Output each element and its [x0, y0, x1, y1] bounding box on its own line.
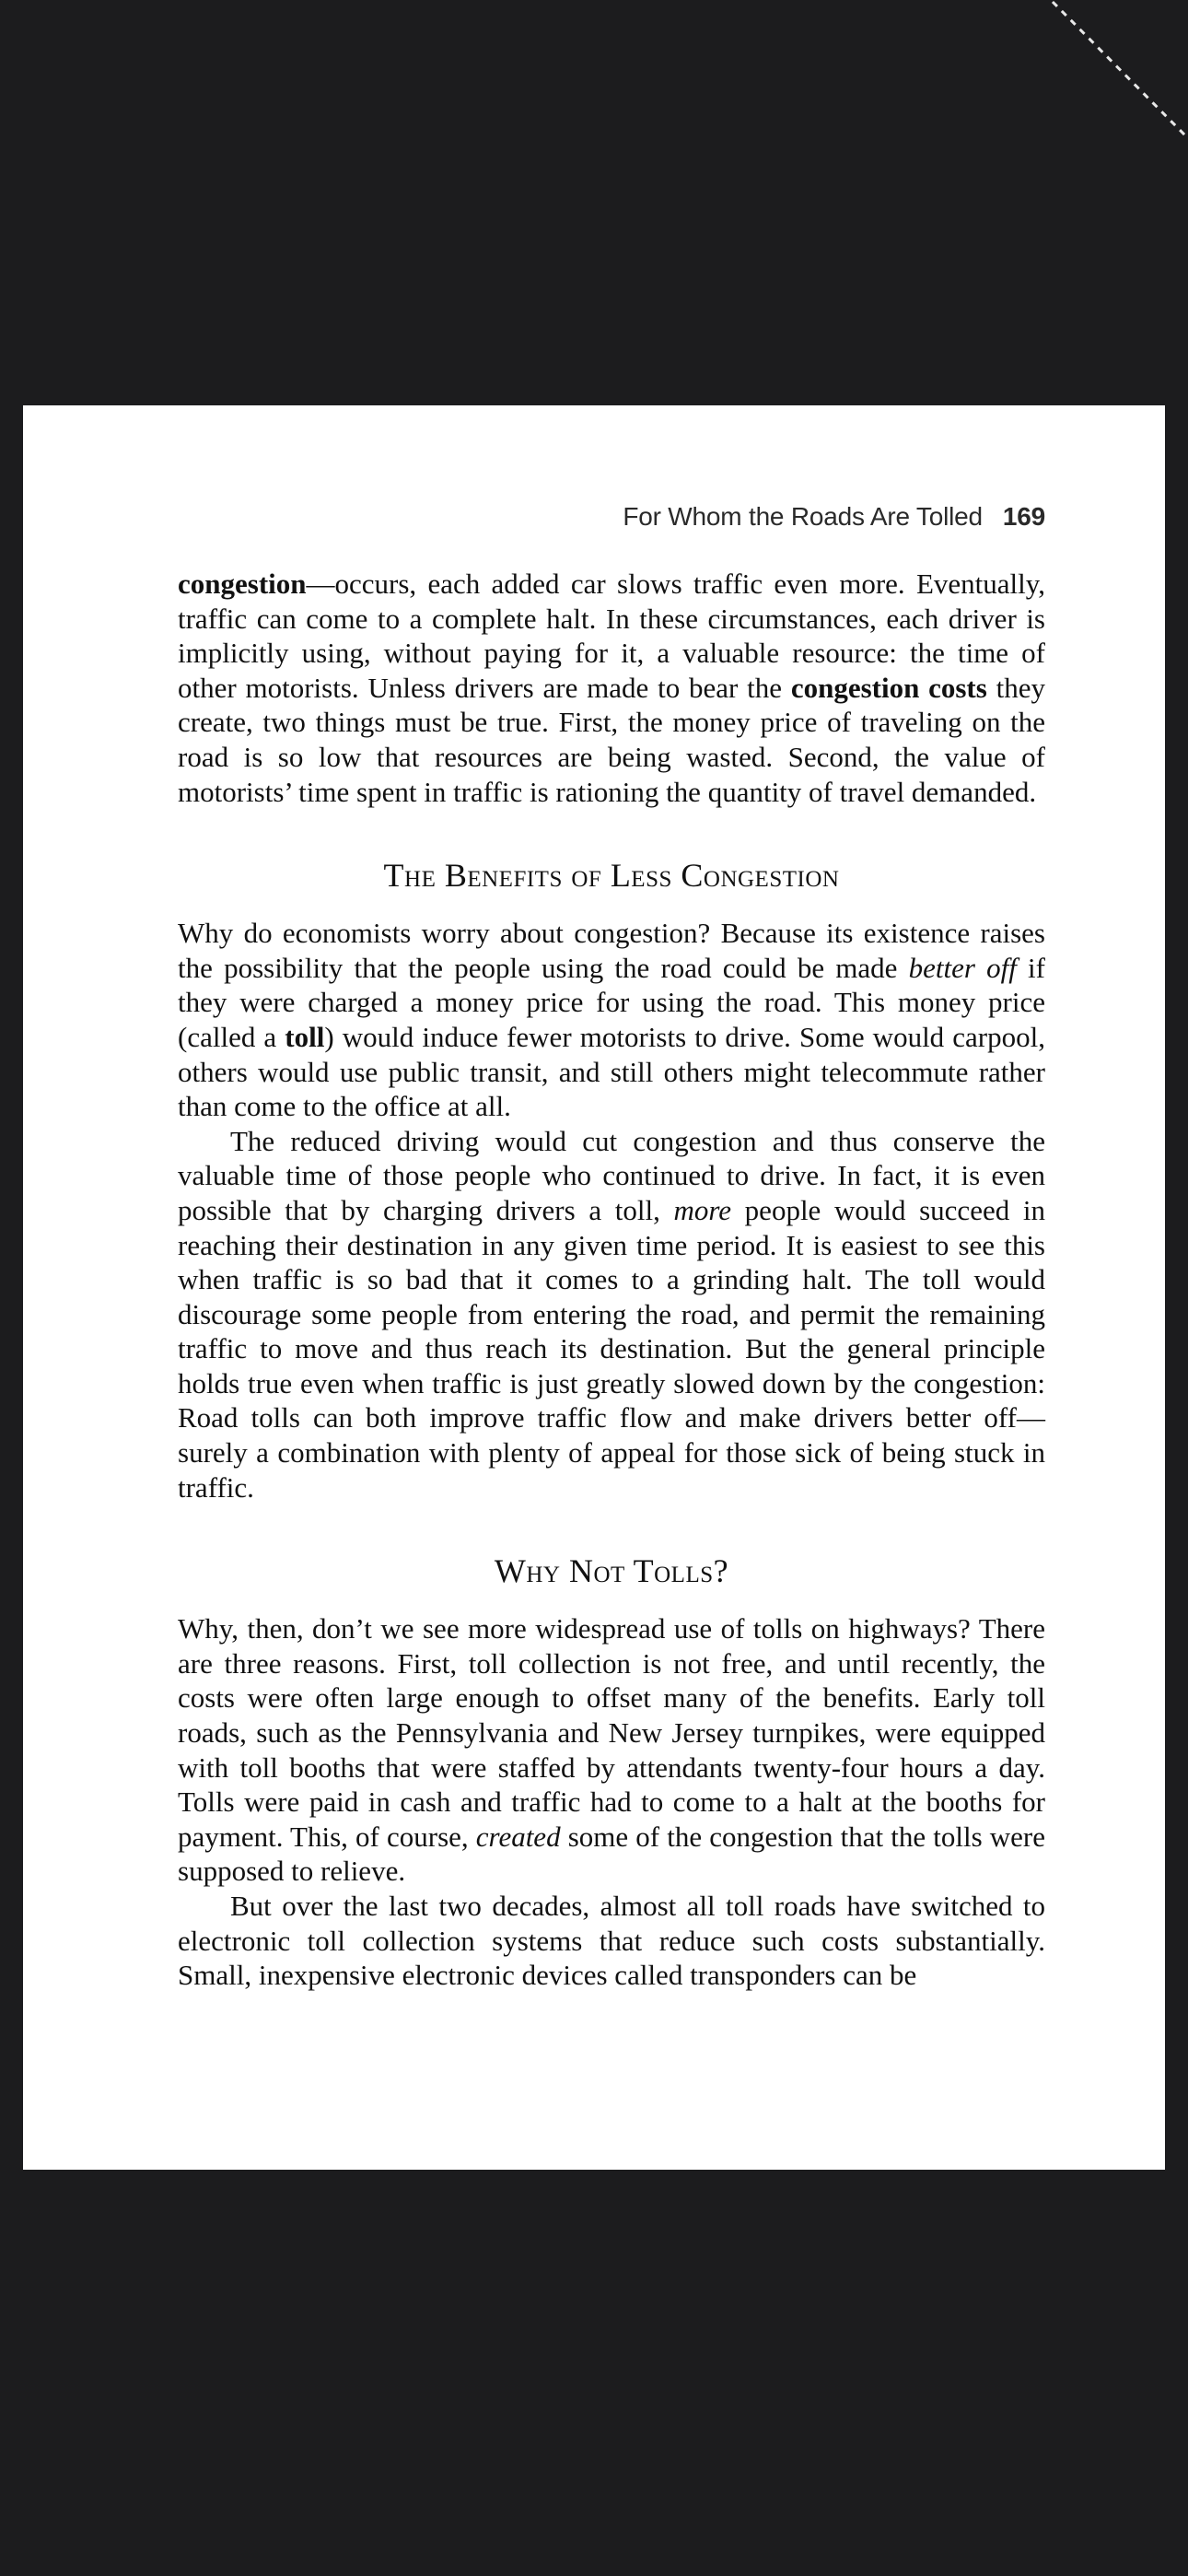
running-header	[623, 502, 1045, 532]
key-term: toll	[285, 1020, 325, 1053]
paragraph: The reduced driving would cut congestion and thus conserve the valuable time of those people who continued to drive. In fact, it is even possible that by charging drivers a toll, more people would succeed in reaching their destination in any given time period. It is easiest to see this when traffic is so bad that it comes to a grinding halt. The toll would discourage some people from entering the road, and permit the remaining traffic to move and thus reach its destination. But the general principle holds true even when traffic is just greatly slowed down by the congestion: Road tolls can both improve traffic flow and make drivers better off—surely a combination with plenty of appeal for those sick of being stuck in traffic.	[178, 1124, 1045, 1504]
section-heading: Why Not Tolls?	[494, 1552, 729, 1590]
key-term: congestion	[178, 568, 307, 600]
paragraph: Why do economists worry about congestion? Because its existence raises the possibility that the people using the road could be made better off if they were charged a money price for using the road. This money price (called a toll) would induce fewer motorists to drive. Some would carpool, others would use public transit, and still others might telecommute rather than come to the office at all.	[178, 917, 1045, 1123]
page-curl-indicator	[0, 0, 1188, 147]
paragraph: congestion—occurs, each added car slows traffic even more. Eventually, traffic can come to a complete halt. In these circumstances, each driver is implicitly using, without paying for it, a valuable resource: the time of other motorists. Unless drivers are made to bear the congestion costs they create, two things must be true. First, the money price of traveling on the road is so low that resources are being wasted. Second, the value of motorists’ time spent in traffic is rationing the quantity of travel demanded.	[178, 568, 1045, 808]
page-number: 169	[1002, 502, 1045, 531]
body-text	[178, 567, 1045, 1993]
paragraph: But over the last two decades, almost all toll roads have switched to electronic toll collection systems that reduce such costs substantially. Small, inexpensive electronic devices called transponders can be	[178, 1890, 1045, 1992]
running-title: For Whom the Roads Are Tolled	[623, 502, 983, 531]
emphasis: better off	[908, 951, 1017, 984]
key-term: congestion costs	[790, 671, 987, 704]
emphasis: more	[673, 1193, 732, 1226]
emphasis: created	[475, 1820, 561, 1853]
paragraph: Why, then, don’t we see more widespread use of tolls on highways? There are three reasons. First, toll collection is not free, and until recently, the costs were often large enough to offset many of the benefits. Early toll roads, such as the Pennsylvania and New Jersey turnpikes, were equipped with toll booths that were staffed by attendants twenty-four hours a day. Tolls were paid in cash and traffic had to come to a halt at the booths for payment. This, of course, created some of the congestion that the tolls were supposed to relieve.	[178, 1612, 1045, 1888]
book-page[interactable]	[23, 405, 1165, 2170]
section-heading: The Benefits of Less Congestion	[383, 857, 840, 895]
